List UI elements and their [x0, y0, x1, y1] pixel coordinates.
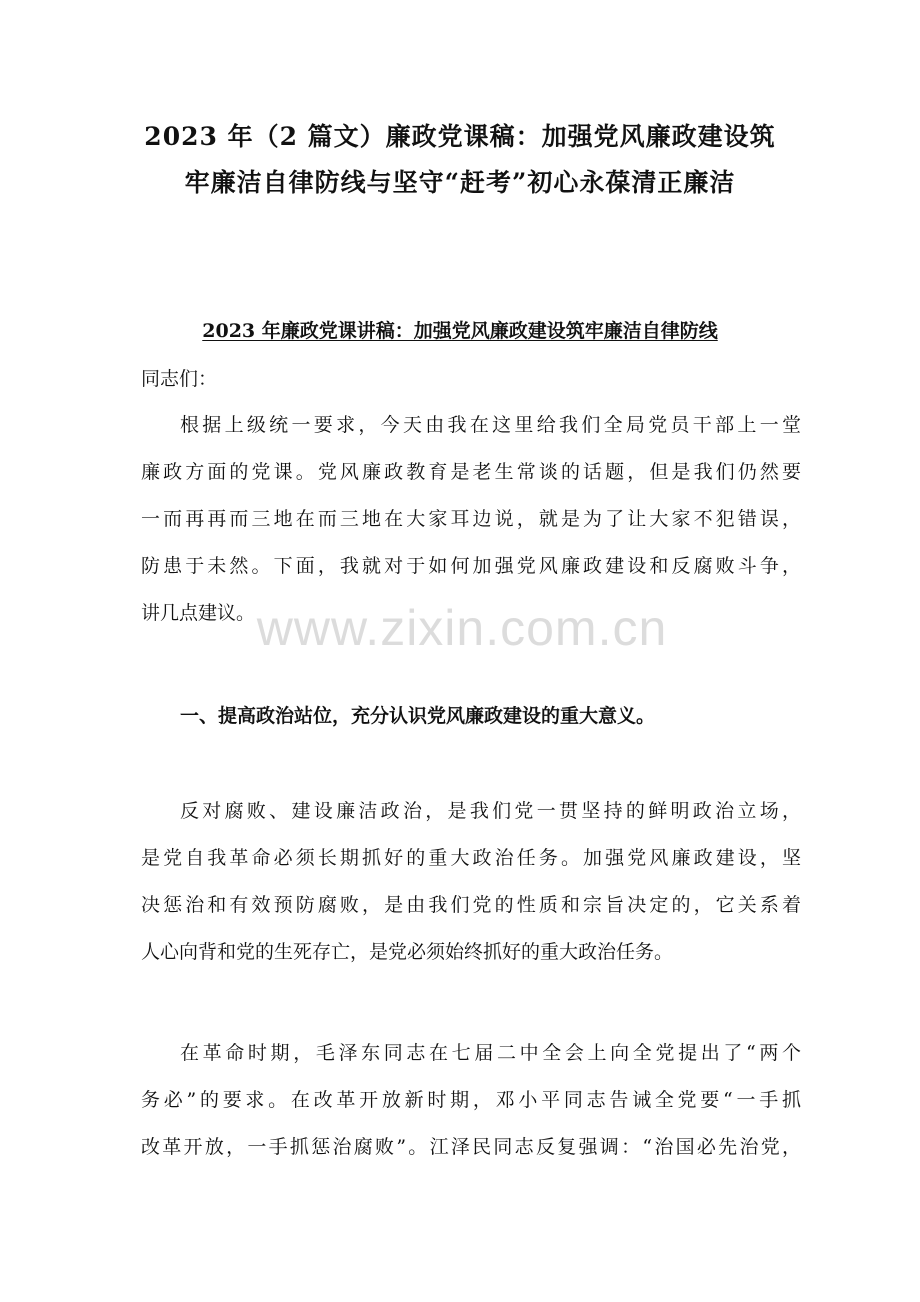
- document-title: [120, 114, 800, 206]
- intro-line: 廉政方面的党课。党风廉政教育是老生常谈的话题，但是我们仍然要: [141, 461, 801, 483]
- intro-line: 一而再再而三地在而三地在大家耳边说，就是为了让大家不犯错误，: [141, 508, 801, 530]
- intro-line: 讲几点建议。: [141, 602, 256, 624]
- paragraph-line: 人心向背和党的生死存亡，是党必须始终抓好的重大政治任务。: [141, 941, 674, 963]
- paragraph-line: 在革命时期，毛泽东同志在七届二中全会上向全党提出了“两个: [180, 1042, 801, 1064]
- title-line-2: 牢廉洁自律防线与坚守“赶考”初心永葆清正廉洁: [184, 168, 736, 197]
- paragraph-line: 改革开放，一手抓惩治腐败”。江泽民同志反复强调：“治国必先治党，: [141, 1136, 801, 1158]
- salutation: 同志们：: [141, 368, 218, 390]
- point-heading: 一、提高政治站位，充分认识党风廉政建设的重大意义。: [180, 705, 656, 727]
- paragraph-line: 务必”的要求。在改革开放新时期，邓小平同志告诫全党要“一手抓: [141, 1089, 801, 1111]
- paragraph-line: 反对腐败、建设廉洁政治，是我们党一贯坚持的鲜明政治立场，: [180, 800, 801, 822]
- intro-line: 根据上级统一要求，今天由我在这里给我们全局党员干部上一堂: [180, 414, 801, 436]
- watermark: www.zixin.com.cn: [256, 600, 668, 656]
- paragraph-line: 决惩治和有效预防腐败，是由我们党的性质和宗旨决定的，它关系着: [141, 894, 801, 916]
- section-heading: 2023 年廉政党课讲稿：加强党风廉政建设筑牢廉洁自律防线: [202, 320, 718, 342]
- title-line-1: 2023 年（2 篇文）廉政党课稿：加强党风廉政建设筑: [144, 122, 776, 151]
- paragraph-line: 是党自我革命必须长期抓好的重大政治任务。加强党风廉政建设，坚: [141, 847, 801, 869]
- intro-line: 防患于未然。下面，我就对于如何加强党风廉政建设和反腐败斗争，: [141, 555, 801, 577]
